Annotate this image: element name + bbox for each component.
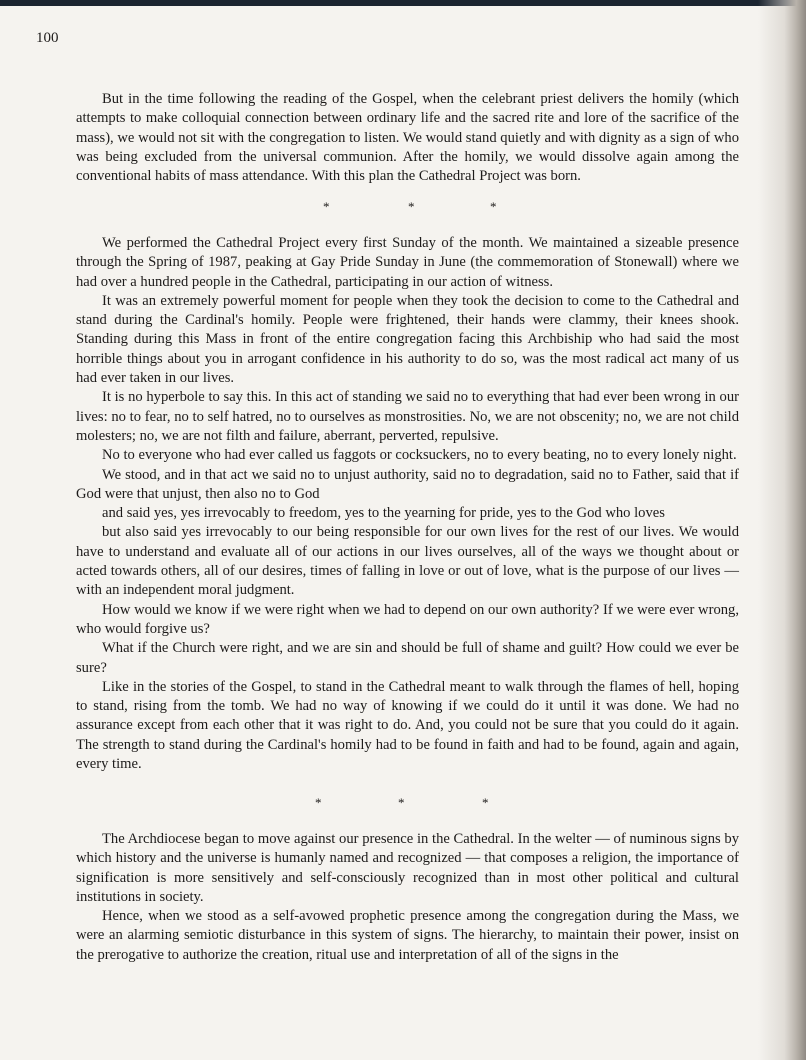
paragraph: But in the time following the reading of the Gospel, when the celebrant priest delivers the homily (which attempts to make colloquial connection between ordinary life and the sacred rite and lore of the sacrifice of the mass), we would not sit with the congregation to listen. We would stand quietly and with dignity as a sign of who was being excluded from the universal communion. After the homily, we would dissolve again among the conventional habits of mass attendance. With this plan the Cathedral Project was born.	[76, 91, 739, 185]
page-number: 100	[36, 30, 59, 46]
paragraph: Like in the stories of the Gospel, to stand in the Cathedral meant to walk through the flames of hell, hoping to stand, rising from the tomb. We had no way of knowing if we could do it until it was done. We had no assurance except from each other that it was right to do. And, you could not be sure that you could do it again. The strength to stand during the Cardinal's homily had to be found in faith and had to be found, again and again, every time.	[76, 678, 739, 773]
section-1	[76, 90, 739, 186]
section-separator	[0, 199, 806, 219]
paragraph: It is no hyperbole to say this. In this act of standing we said no to everything that had ever been wrong in our lives: no to fear, no to self hatred, no to ourselves as monstrosities. No, we are not obscenity; no, we are not child molesters; no, we are not filth and failure, aberrant, perverted, repulsive.	[76, 389, 739, 444]
paragraph: and said yes, yes irrevocably to freedom, yes to the yearning for pride, yes to the God who loves	[102, 505, 665, 522]
book-gutter-shadow	[758, 0, 806, 1060]
paragraph: We stood, and in that act we said no to unjust authority, said no to degradation, said no to Father, said that if God were that unjust, then also no to God	[76, 466, 739, 502]
separator-asterisk: *	[398, 795, 405, 810]
paragraph: The Archdiocese began to move against our presence in the Cathedral. In the welter — of numinous signs by which history and the universe is humanly named and recognized — that composes a religion, the importance of signification is more sensitively and self-consciously recognized than in most other political and cultural institutions in society.	[76, 831, 739, 905]
paragraph: but also said yes irrevocably to our being responsible for our own lives for the rest of our lives. We would have to understand and evaluate all of our actions in our lives ourselves, all of the ways we thought about or acted towards others, all of our desires, times of falling in love or out of love, what is the purpose of our lives — with an independent moral judgment.	[76, 524, 739, 599]
section-3	[76, 830, 739, 965]
separator-asterisk: *	[408, 199, 415, 214]
separator-asterisk: *	[323, 199, 330, 214]
paragraph: We performed the Cathedral Project every first Sunday of the month. We maintained a sizeable presence through the Spring of 1987, peaking at Gay Pride Sunday in June (the commemoration of Stonewall) where we had over a hundred people in the Cathedral, participating in our action of witness.	[76, 235, 739, 290]
separator-asterisk: *	[482, 795, 489, 810]
page-top-edge	[0, 0, 806, 6]
section-separator	[0, 795, 806, 815]
paragraph: It was an extremely powerful moment for people when they took the decision to come to the Cathedral and stand during the Cardinal's homily. People were frightened, their hands were clammy, their knees shook. Standing during this Mass in front of the entire congregation facing this Archbiship who had said the most horrible things about you in arrogant confidence in his authority to do so, was the most radical act many of us had ever taken in our lives.	[76, 292, 739, 387]
separator-asterisk: *	[490, 199, 497, 214]
paragraph: No to everyone who had ever called us faggots or cocksuckers, no to every beating, no to every lonely night.	[102, 447, 737, 464]
paragraph: What if the Church were right, and we are sin and should be full of shame and guilt? How could we ever be sure?	[76, 640, 739, 676]
paragraph: How would we know if we were right when we had to depend on our own authority? If we were ever wrong, who would forgive us?	[76, 601, 739, 637]
section-2	[76, 234, 739, 774]
paragraph: Hence, when we stood as a self-avowed prophetic presence among the congregation during the Mass, we were an alarming semiotic disturbance in this system of signs. The hierarchy, to maintain their power, insist on the prerogative to authorize the creation, ritual use and interpretation of all of the signs in the	[76, 908, 739, 963]
separator-asterisk: *	[315, 795, 322, 810]
